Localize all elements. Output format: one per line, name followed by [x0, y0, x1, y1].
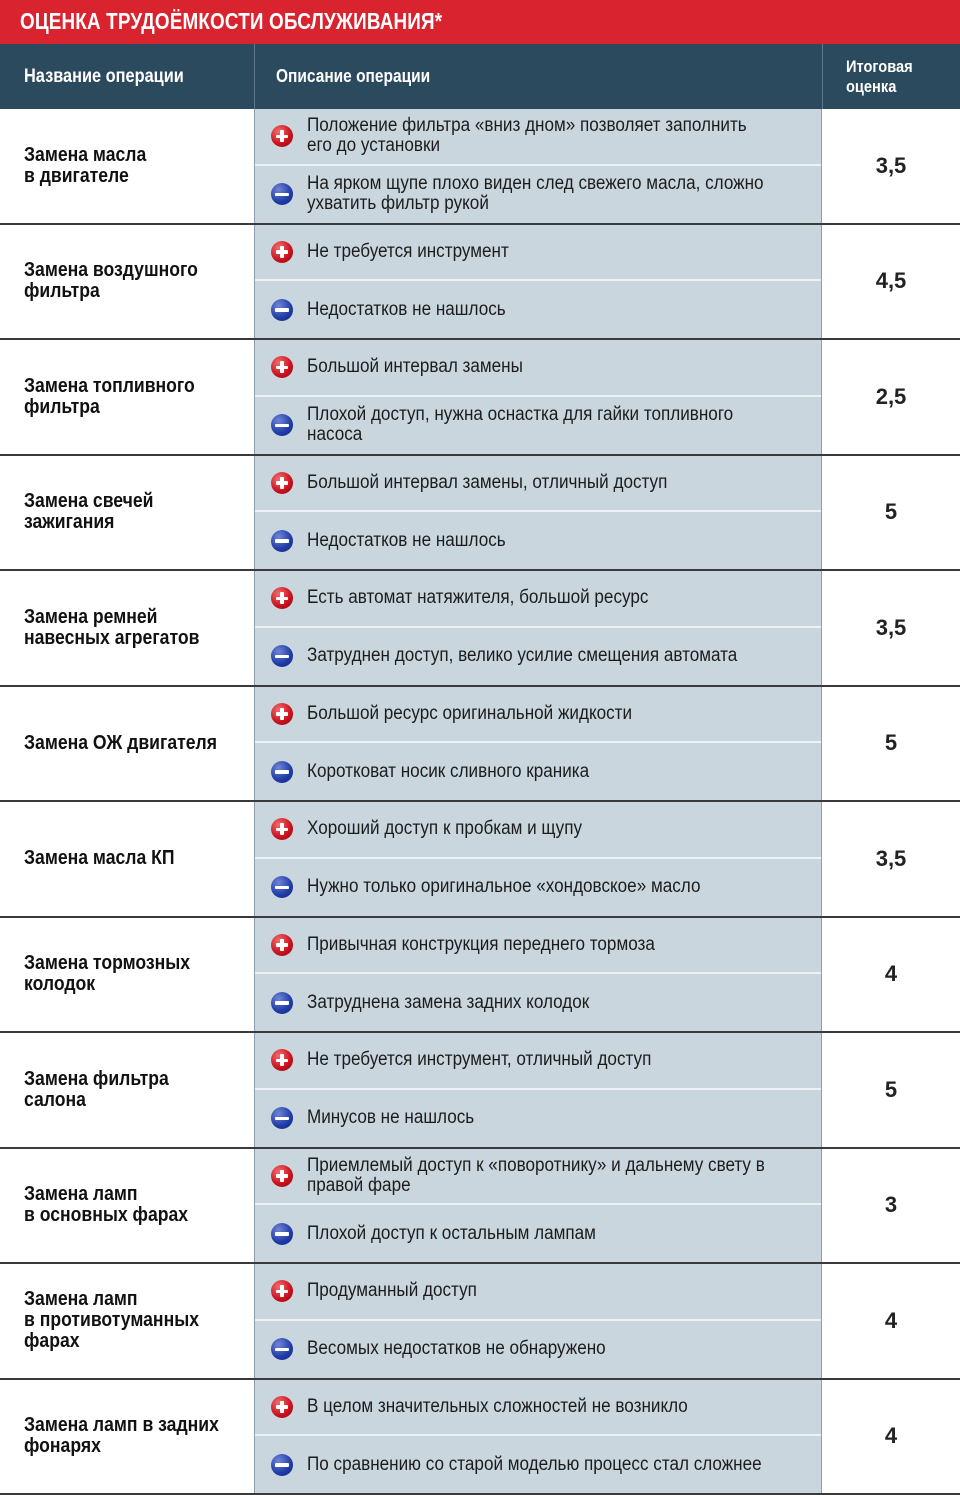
- con-text: Затруднен доступ, велико усилие смещения автомата: [307, 646, 770, 666]
- minus-circle-icon: [271, 183, 293, 205]
- con-item: [255, 743, 821, 800]
- con-text: Плохой доступ к остальным лампам: [307, 1224, 770, 1244]
- table-row: [0, 1149, 960, 1265]
- operation-score: 3,5: [822, 109, 960, 223]
- con-item: [255, 628, 821, 685]
- pro-text: Не требуется инструмент, отличный доступ: [307, 1050, 770, 1070]
- operation-name: Замена ОЖ двигателя: [0, 687, 254, 801]
- pro-item: [255, 1380, 821, 1437]
- operation-description: [254, 1033, 822, 1147]
- pro-item: [255, 687, 821, 744]
- con-item: [255, 166, 821, 223]
- minus-circle-icon: [271, 414, 293, 436]
- pro-text: Хороший доступ к пробкам и щупу: [307, 819, 770, 839]
- operation-score: 4: [822, 918, 960, 1032]
- plus-circle-icon: [271, 587, 293, 609]
- con-item: [255, 281, 821, 338]
- pro-text: Большой интервал замены, отличный доступ: [307, 473, 770, 493]
- table-row: [0, 109, 960, 225]
- minus-circle-icon: [271, 530, 293, 552]
- operation-description: [254, 571, 822, 685]
- operation-description: [254, 1264, 822, 1378]
- pro-item: [255, 225, 821, 282]
- con-item: [255, 1321, 821, 1378]
- pro-text: Продуманный доступ: [307, 1281, 770, 1301]
- operation-description: [254, 918, 822, 1032]
- pro-item: [255, 456, 821, 513]
- column-divider: [822, 44, 823, 109]
- operation-score: 5: [822, 1033, 960, 1147]
- column-header-name: Название операции: [24, 44, 254, 109]
- operation-score: 3,5: [822, 802, 960, 916]
- table-row: [0, 340, 960, 456]
- title-bar: [0, 0, 960, 44]
- pro-text: Привычная конструкция переднего тормоза: [307, 935, 770, 955]
- minus-circle-icon: [271, 299, 293, 321]
- operation-score: 3,5: [822, 571, 960, 685]
- plus-circle-icon: [271, 1165, 293, 1187]
- plus-circle-icon: [271, 818, 293, 840]
- con-text: Весомых недостатков не обнаружено: [307, 1339, 770, 1359]
- operation-name: Замена ламп в противотуманных фарах: [0, 1264, 254, 1378]
- minus-circle-icon: [271, 1454, 293, 1476]
- pro-text: Большой ресурс оригинальной жидкости: [307, 704, 770, 724]
- operation-score: 4: [822, 1380, 960, 1494]
- operation-description: [254, 340, 822, 454]
- pro-text: Приемлемый доступ к «поворотнику» и дальнему свету в правой фаре: [307, 1156, 770, 1196]
- page-title: ОЦЕНКА ТРУДОЁМКОСТИ ОБСЛУЖИВАНИЯ*: [20, 8, 442, 35]
- pro-text: Большой интервал замены: [307, 357, 770, 377]
- operation-name: Замена свечей зажигания: [0, 456, 254, 570]
- con-text: Недостатков не нашлось: [307, 300, 770, 320]
- operation-name: Замена тормозных колодок: [0, 918, 254, 1032]
- con-text: На ярком щупе плохо виден след свежего масла, сложно ухватить фильтр рукой: [307, 174, 770, 214]
- minus-circle-icon: [271, 876, 293, 898]
- minus-circle-icon: [271, 992, 293, 1014]
- operation-score: 2,5: [822, 340, 960, 454]
- table-row: [0, 456, 960, 572]
- plus-circle-icon: [271, 934, 293, 956]
- plus-circle-icon: [271, 356, 293, 378]
- con-text: Нужно только оригинальное «хондовское» масло: [307, 877, 770, 897]
- table-row: [0, 802, 960, 918]
- operation-score: 3: [822, 1149, 960, 1263]
- operation-description: [254, 109, 822, 223]
- pro-item: [255, 109, 821, 166]
- con-text: По сравнению со старой моделью процесс стал сложнее: [307, 1455, 770, 1475]
- operation-description: [254, 1380, 822, 1494]
- operations-table: [0, 109, 960, 1495]
- pro-item: [255, 1033, 821, 1090]
- table-header: [0, 44, 960, 109]
- con-text: Коротковат носик сливного краника: [307, 762, 770, 782]
- operation-description: [254, 1149, 822, 1263]
- plus-circle-icon: [271, 472, 293, 494]
- pro-item: [255, 571, 821, 628]
- operation-name: Замена масла в двигателе: [0, 109, 254, 223]
- con-item: [255, 974, 821, 1031]
- operation-name: Замена ламп в задних фонарях: [0, 1380, 254, 1494]
- con-item: [255, 859, 821, 916]
- con-text: Плохой доступ, нужна оснастка для гайки топливного насоса: [307, 405, 770, 445]
- pro-item: [255, 918, 821, 975]
- pro-text: Не требуется инструмент: [307, 242, 770, 262]
- table-row: [0, 1033, 960, 1149]
- con-text: Минусов не нашлось: [307, 1108, 770, 1128]
- operation-description: [254, 225, 822, 339]
- operation-score: 5: [822, 456, 960, 570]
- pro-text: Есть автомат натяжителя, большой ресурс: [307, 588, 770, 608]
- con-item: [255, 1436, 821, 1493]
- minus-circle-icon: [271, 1107, 293, 1129]
- minus-circle-icon: [271, 1223, 293, 1245]
- plus-circle-icon: [271, 125, 293, 147]
- con-item: [255, 1090, 821, 1147]
- pro-text: Положение фильтра «вниз дном» позволяет заполнить его до установки: [307, 116, 770, 156]
- plus-circle-icon: [271, 1049, 293, 1071]
- operation-description: [254, 456, 822, 570]
- pro-item: [255, 340, 821, 397]
- con-text: Затруднена замена задних колодок: [307, 993, 770, 1013]
- table-row: [0, 225, 960, 341]
- operation-name: Замена воздушного фильтра: [0, 225, 254, 339]
- column-header-score: Итоговая оценка: [846, 44, 946, 109]
- plus-circle-icon: [271, 1396, 293, 1418]
- operation-description: [254, 802, 822, 916]
- con-item: [255, 512, 821, 569]
- column-header-description: Описание операции: [276, 44, 816, 109]
- minus-circle-icon: [271, 645, 293, 667]
- operation-name: Замена ремней навесных агрегатов: [0, 571, 254, 685]
- operation-description: [254, 687, 822, 801]
- operation-score: 5: [822, 687, 960, 801]
- plus-circle-icon: [271, 241, 293, 263]
- operation-score: 4: [822, 1264, 960, 1378]
- operation-name: Замена ламп в основных фарах: [0, 1149, 254, 1263]
- pro-text: В целом значительных сложностей не возникло: [307, 1397, 770, 1417]
- pro-item: [255, 1264, 821, 1321]
- table-row: [0, 687, 960, 803]
- con-text: Недостатков не нашлось: [307, 531, 770, 551]
- table-row: [0, 571, 960, 687]
- minus-circle-icon: [271, 761, 293, 783]
- column-divider: [254, 44, 255, 109]
- table-row: [0, 918, 960, 1034]
- operation-score: 4,5: [822, 225, 960, 339]
- pro-item: [255, 1149, 821, 1206]
- operation-name: Замена фильтра салона: [0, 1033, 254, 1147]
- minus-circle-icon: [271, 1338, 293, 1360]
- table-row: [0, 1264, 960, 1380]
- con-item: [255, 397, 821, 454]
- operation-name: Замена топливного фильтра: [0, 340, 254, 454]
- pro-item: [255, 802, 821, 859]
- operation-name: Замена масла КП: [0, 802, 254, 916]
- plus-circle-icon: [271, 1280, 293, 1302]
- con-item: [255, 1205, 821, 1262]
- table-row: [0, 1380, 960, 1495]
- plus-circle-icon: [271, 703, 293, 725]
